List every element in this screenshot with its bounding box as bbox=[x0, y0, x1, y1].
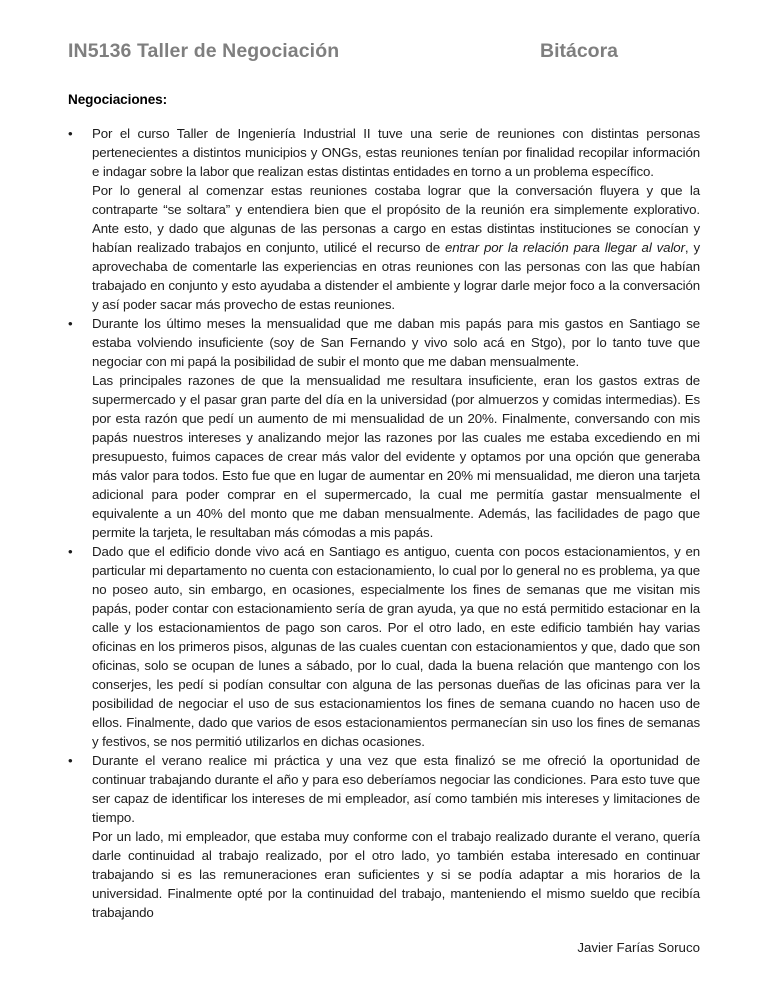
paragraph: Por el curso Taller de Ingeniería Industrial II tuve una serie de reuniones con distintas personas pertenecientes a distintos municipios y ONGs, estas reuniones tenían por finalidad recopilar información e indagar sobre la labor que realizan estas distintas entidades en torno a un problema específico. bbox=[92, 126, 700, 179]
paragraph: Por lo general al comenzar estas reuniones costaba lograr que la conversación fluyera y que la contraparte “se soltara” y entendiera bien que el propósito de la reunión era simplemente explorativo. Ante esto, y dado que algunas de las personas a cargo en estas distintas instituciones se conocían y habían realizado trabajos en conjunto, utilicé el recurso de entrar por la relación para llegar al valor, y aprovechaba de comentarle las experiencias en otras reuniones con las personas con las que habían trabajado en conjunto y esto ayudaba a distender el ambiente y lograr darle mejor foco a la conversación y así poder sacar más provecho de estas reuniones. bbox=[92, 183, 700, 312]
page-header bbox=[68, 40, 700, 66]
paragraph: Durante los último meses la mensualidad que me daban mis papás para mis gastos en Santiago se estaba volviendo insuficiente (soy de San Fernando y vivo solo acá en Stgo), por lo tanto tuve que negociar con mi papá la posibilidad de subir el monto que me daban mensualmente. bbox=[92, 316, 700, 369]
list-item-body bbox=[92, 542, 700, 751]
paragraph: Por un lado, mi empleador, que estaba muy conforme con el trabajo realizado durante el verano, quería darle continuidad al trabajo realizado, por el otro lado, yo también estaba interesado en continuar trabajando si es las remuneraciones eran suficientes y si se podía adaptar a mis horarios de la universidad. Finalmente opté por la continuidad del trabajo, manteniendo el mismo sueldo que recibía trabajando bbox=[92, 829, 700, 920]
paragraph: Durante el verano realice mi práctica y una vez que esta finalizó se me ofreció la oportunidad de continuar trabajando durante el año y para eso deberíamos negociar las condiciones. Para esto tuve que ser capaz de identificar los intereses de mi empleador, así como también mis intereses y limitaciones de tiempo. bbox=[92, 753, 700, 825]
author-name: Javier Farías Soruco bbox=[577, 940, 700, 955]
bullet-icon: • bbox=[68, 753, 73, 768]
negotiations-list bbox=[68, 124, 700, 922]
list-item-body bbox=[92, 751, 700, 922]
list-item-body bbox=[92, 124, 700, 314]
section-heading: Negociaciones: bbox=[68, 92, 168, 107]
paragraph: Las principales razones de que la mensualidad me resultara insuficiente, eran los gastos extras de supermercado y el pasar gran parte del día en la universidad (por almuerzos y comidas intermedias). Es por esta razón que pedí un aumento de mi mensualidad de un 20%. Finalmente, conversando con mis papás nuestros intereses y analizando mejor las razones por las cuales me estaba excediendo en mi presupuesto, fuimos capaces de crear más valor del evidente y optamos por una opción que generaba más valor para todos. Esto fue que en lugar de aumentar en 20% mi mensualidad, me dieron una tarjeta adicional para poder comprar en el supermercado, la cual me permitía gastar mensualmente el equivalente a un 40% del monto que me daban mensualmente. Además, las facilidades de pago que permite la tarjeta, le resultaban más cómodas a mis papás. bbox=[92, 373, 700, 540]
paragraph: Dado que el edificio donde vivo acá en Santiago es antiguo, cuenta con pocos estacionamientos, y en particular mi departamento no cuenta con estacionamiento, lo cual por lo general no es problema, ya que no poseo auto, sin embargo, en ocasiones, especialmente los fines de semanas que me visitan mis papás, poder contar con estacionamiento sería de gran ayuda, ya que no está permitido estacionar en la calle y los estacionamientos de pago son caros. Por el otro lado, en este edificio también hay varias oficinas en los primeros pisos, algunas de las cuales cuentan con estacionamientos y que, dado que son oficinas, solo se ocupan de lunes a sábado, por lo cual, dada la buena relación que mantengo con los conserjes, les pedí si podían consultar con alguna de las personas dueñas de las oficinas para ver la posibilidad de negociar el uso de sus estacionamientos los fines de semana cuando no hacen uso de ellos. Finalmente, dado que varios de esos estacionamientos permanecían sin uso los fines de semanas y festivos, se nos permitió utilizarlos en dichas ocasiones. bbox=[92, 544, 700, 749]
header-course-title: IN5136 Taller de Negociación bbox=[68, 40, 340, 62]
bullet-icon: • bbox=[68, 544, 73, 559]
header-document-title: Bitácora bbox=[540, 40, 619, 62]
list-item-parking bbox=[68, 542, 700, 751]
bullet-icon: • bbox=[68, 126, 73, 141]
list-item-internship bbox=[68, 751, 700, 922]
list-item-body bbox=[92, 314, 700, 542]
page-footer bbox=[577, 938, 700, 957]
bullet-icon: • bbox=[68, 316, 73, 331]
list-item-allowance bbox=[68, 314, 700, 542]
list-item-meetings bbox=[68, 124, 700, 314]
